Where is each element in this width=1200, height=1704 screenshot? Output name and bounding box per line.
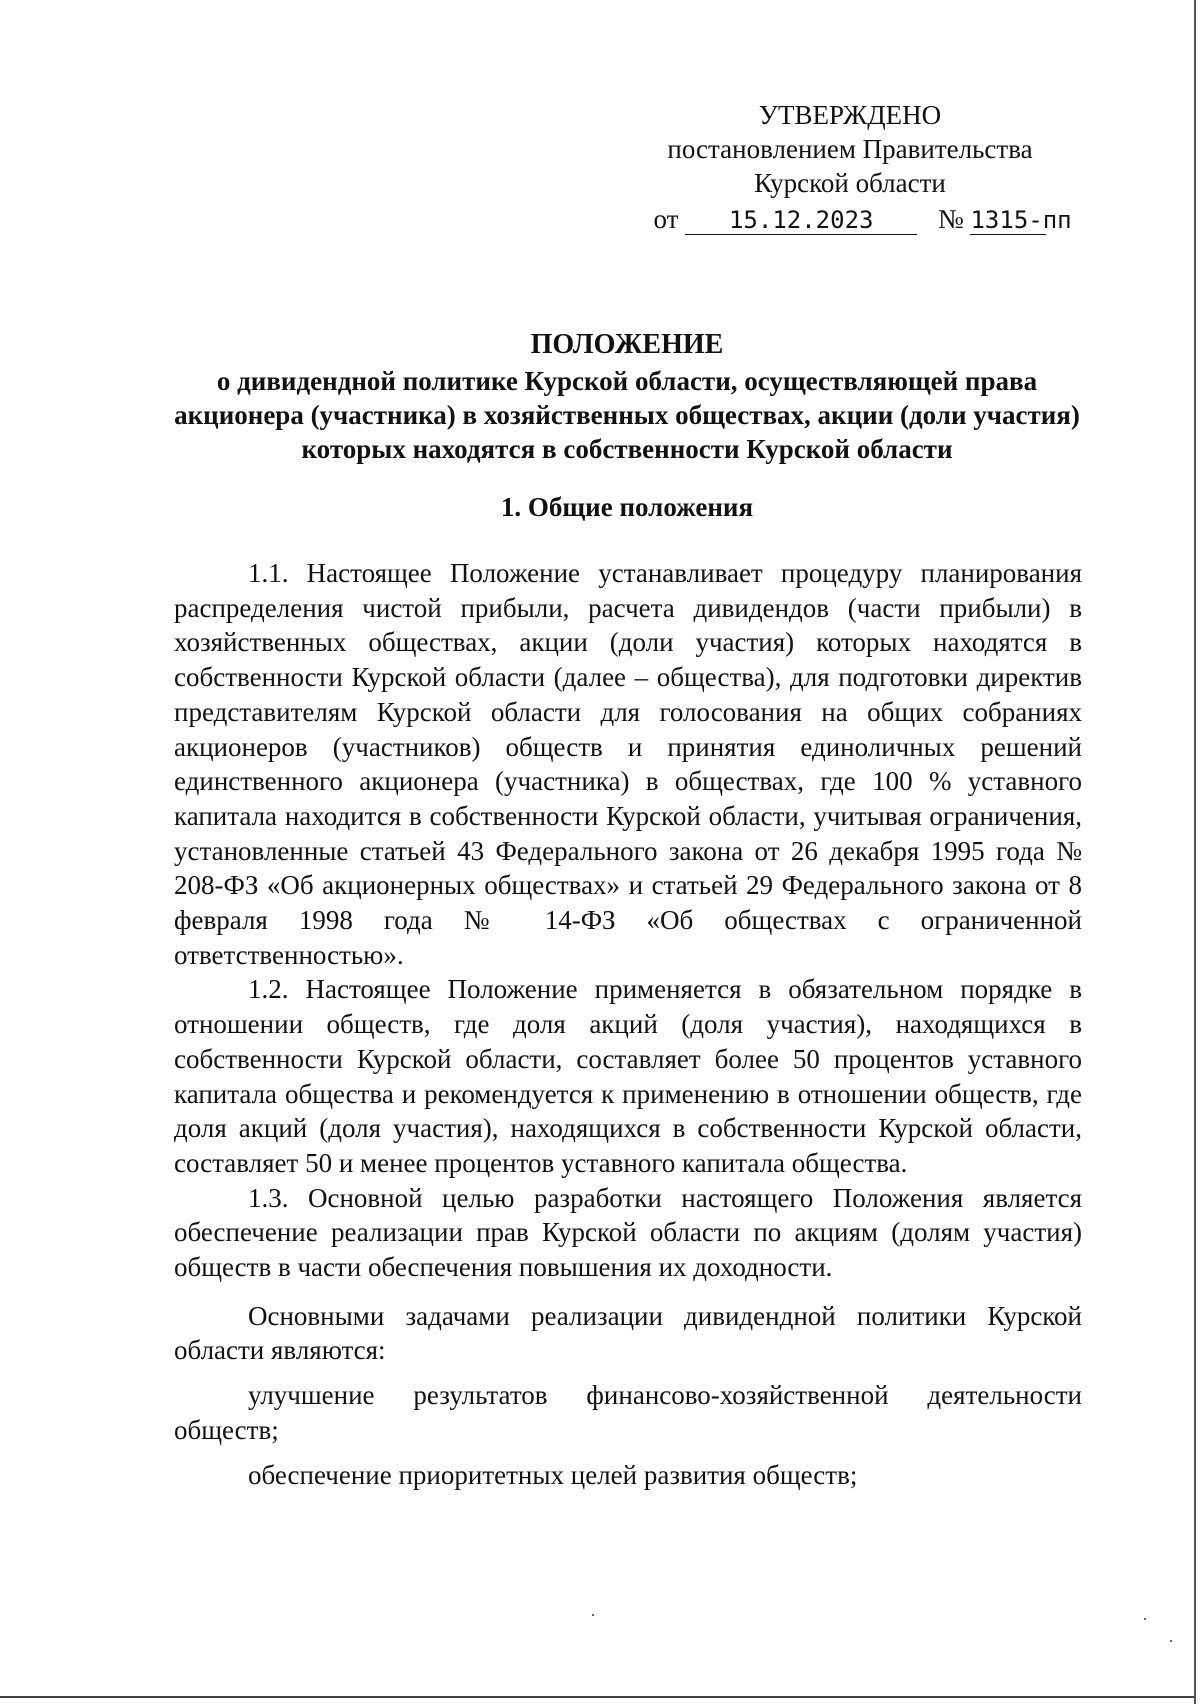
scan-edge-bottom bbox=[0, 1696, 1194, 1698]
section-body bbox=[174, 556, 1082, 1492]
title-subtitle: о дивидендной политике Курской области, осуществляющей права акционера (участника) в хозяйственных обществах, акции (доли участия) которых находятся в собственности Курской области bbox=[174, 366, 1080, 464]
paragraph-task-2: обеспечение приоритетных целей развития обществ; bbox=[248, 1459, 858, 1490]
approval-date: 15.12.2023 bbox=[685, 206, 917, 235]
approval-line-2: Курской области bbox=[754, 168, 946, 198]
approval-block bbox=[620, 98, 1080, 236]
approval-line-1: постановлением Правительства bbox=[667, 134, 1033, 164]
section-heading: 1. Общие положения bbox=[500, 492, 754, 522]
approval-number: 1315-пп bbox=[970, 206, 1072, 234]
scan-speck bbox=[592, 1614, 594, 1616]
paragraph-1-1: 1.1. Настоящее Положение устанавливает процедуру планирования распределения чистой прибыли, расчета дивидендов (части прибыли) в хозяйственных обществах, акции (доли участия) которых находятся в собственности Курской области (далее – общества), для подготовки директив представителям Курской области для голосования на общих собраниях акционеров (участников) обществ и принятия единоличных решений единственного акционера (участника) в обществах, где 100 % уставного капитала находится в собственности Курской области, учитывая ограничения, установленные статьей 43 Федерального закона от 26 декабря 1995 года № 208-ФЗ «Об акционерных обществах» и статьей 29 Федерального закона от 8 февраля 1998 года № 14-ФЗ «Об обществах с ограниченной ответственностью». bbox=[174, 558, 1082, 970]
document-title bbox=[174, 328, 1080, 466]
approval-heading: УТВЕРЖДЕНО bbox=[758, 100, 942, 130]
paragraph-task-1: улучшение результатов финансово-хозяйственной деятельности обществ; bbox=[174, 1380, 1082, 1445]
paragraph-1-3: 1.3. Основной целью разработки настоящего Положения является обеспечение реализации прав Курской области по акциям (долям участия) обществ в части обеспечения повышения их доходности. bbox=[174, 1182, 1082, 1283]
title-main: ПОЛОЖЕНИЕ bbox=[530, 329, 724, 360]
date-prefix: от bbox=[653, 204, 679, 234]
approval-date-line bbox=[620, 202, 1080, 236]
paragraph-1-2: 1.2. Настоящее Положение применяется в обязательном порядке в отношении обществ, где доля акций (доля участия), находящихся в собственности Курской области, составляет более 50 процентов уставного капитала общества и рекомендуется к применению в отношении обществ, где доля акций (доля участия), находящихся в собственности Курской области, составляет 50 и менее процентов уставного капитала общества. bbox=[174, 974, 1082, 1178]
scan-edge-right bbox=[1194, 0, 1196, 1704]
scan-speck bbox=[1144, 1618, 1146, 1620]
number-prefix: № bbox=[937, 204, 964, 234]
scan-speck bbox=[1170, 1640, 1172, 1642]
paragraph-tasks-intro: Основными задачами реализации дивидендной политики Курской области являются: bbox=[174, 1300, 1082, 1366]
